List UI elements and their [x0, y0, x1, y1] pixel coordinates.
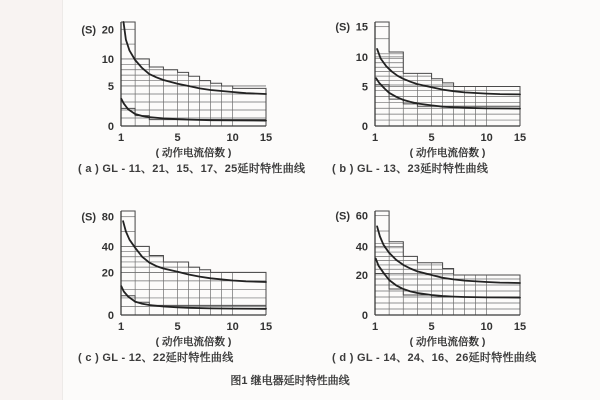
- upper-tolerance-staircase: [375, 22, 520, 126]
- upper-tolerance-staircase: [375, 211, 520, 315]
- chart-panel-a: [66, 8, 320, 197]
- y-tick-label: 0: [107, 121, 114, 133]
- x-tick-label: 1: [117, 132, 125, 144]
- y-tick-label: 40: [355, 241, 368, 254]
- y-axis-unit-label: (S): [335, 21, 350, 34]
- y-tick-label: 5: [361, 81, 368, 94]
- upper-tolerance-staircase: [121, 211, 266, 315]
- x-tick-label: 15: [513, 321, 527, 333]
- y-tick-label: 10: [101, 53, 114, 66]
- chart-a-canvas: [66, 8, 314, 158]
- x-tick-label: 1: [117, 321, 125, 333]
- chart-d-canvas: [320, 197, 568, 347]
- y-tick-label: 0: [361, 310, 368, 322]
- y-tick-label: 40: [101, 241, 114, 254]
- chart-a-caption: ( a ) GL - 11、21、15、17、25延时特性曲线: [78, 163, 306, 175]
- x-tick-label: 10: [480, 321, 493, 333]
- chart-panel-c: [66, 197, 320, 386]
- x-tick-label: 15: [259, 132, 273, 144]
- chart-d-caption: ( d ) GL - 14、24、16、26延时特性曲线: [332, 352, 537, 364]
- x-tick-label: 10: [226, 321, 239, 333]
- lower-tolerance-staircase: [375, 85, 520, 107]
- chart-b-grid-lines: [375, 22, 520, 126]
- x-tick-label: 10: [480, 132, 493, 144]
- y-tick-label: 15: [355, 21, 368, 34]
- x-axis-label: ( 动作电流倍数 ): [155, 336, 232, 347]
- chart-c-caption: ( c ) GL - 12、22延时特性曲线: [78, 352, 234, 364]
- chart-a-grid-lines: [121, 22, 266, 126]
- charts-grid: [66, 8, 574, 386]
- y-axis-unit-label: (S): [81, 24, 96, 37]
- x-tick-label: 5: [174, 132, 181, 144]
- y-tick-label: 0: [361, 121, 368, 133]
- x-tick-label: 1: [371, 321, 379, 333]
- chart-panel-d: [320, 197, 574, 386]
- y-tick-label: 10: [355, 51, 368, 64]
- upper-tolerance-staircase: [121, 22, 266, 126]
- y-axis-unit-label: (S): [335, 210, 350, 223]
- x-axis-label: ( 动作电流倍数 ): [409, 336, 486, 347]
- page-margin-strip: [0, 0, 63, 400]
- y-tick-label: 20: [355, 269, 368, 282]
- chart-d-grid-lines: [375, 211, 520, 315]
- x-tick-label: 1: [371, 132, 379, 144]
- x-tick-label: 10: [226, 132, 239, 144]
- x-tick-label: 5: [174, 321, 181, 333]
- chart-c-grid-lines: [121, 211, 266, 315]
- y-tick-label: 20: [101, 24, 114, 37]
- x-tick-label: 5: [428, 132, 435, 144]
- chart-panel-b: [320, 8, 574, 197]
- y-tick-label: 20: [101, 267, 114, 280]
- upper-limit-curve: [124, 22, 267, 94]
- x-tick-label: 15: [259, 321, 273, 333]
- y-tick-label: 0: [107, 310, 114, 322]
- chart-b-caption: ( b ) GL - 13、23延时特性曲线: [332, 163, 489, 175]
- x-axis-label: ( 动作电流倍数 ): [155, 147, 232, 158]
- figure-caption: 图1 继电器延时特性曲线: [230, 375, 350, 387]
- x-axis-label: ( 动作电流倍数 ): [409, 147, 486, 158]
- x-tick-label: 5: [428, 321, 435, 333]
- chart-b-canvas: [320, 8, 568, 158]
- chart-c-canvas: [66, 197, 314, 347]
- y-axis-unit-label: (S): [81, 211, 96, 224]
- y-tick-label: 5: [107, 80, 114, 93]
- y-tick-label: 60: [355, 210, 368, 223]
- x-tick-label: 15: [513, 132, 527, 144]
- y-tick-label: 80: [101, 211, 114, 224]
